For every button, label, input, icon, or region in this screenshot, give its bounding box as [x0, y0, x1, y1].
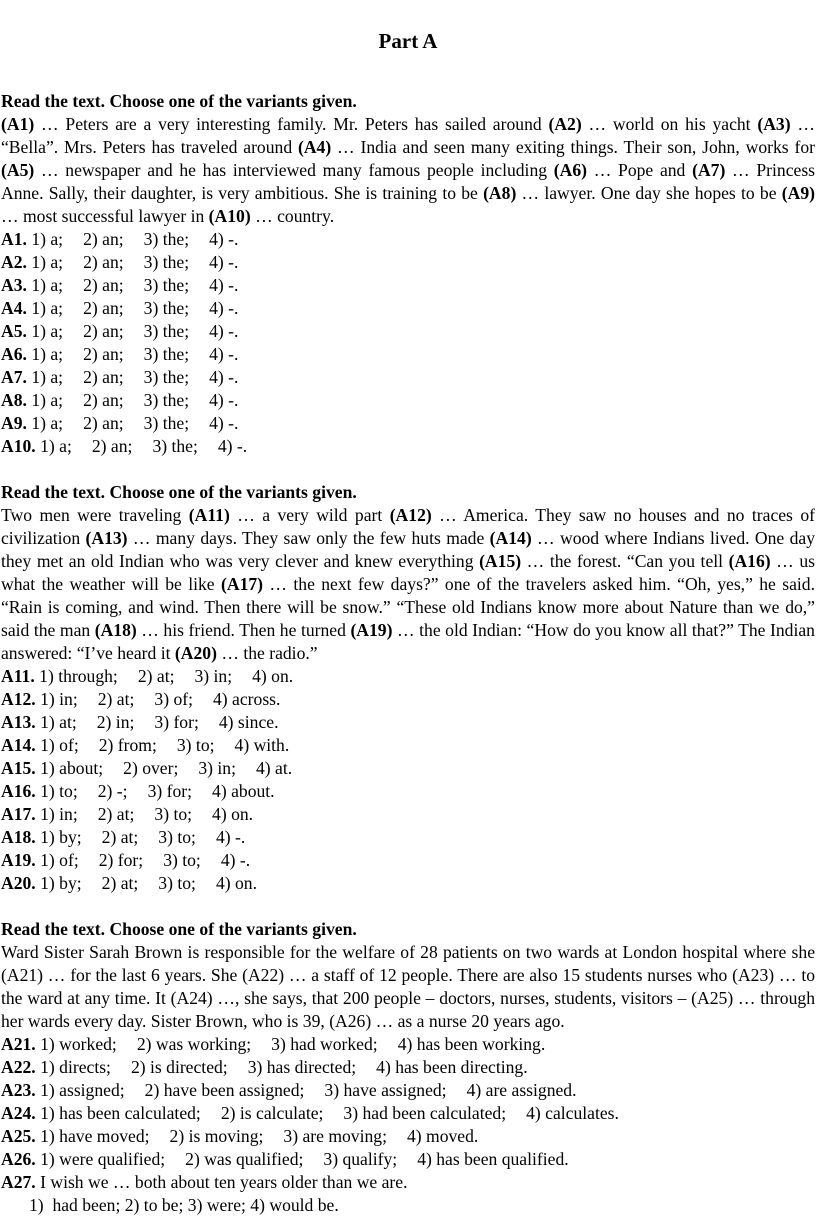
- question-line: [1, 251, 815, 274]
- answer-choice: 3) in;: [198, 758, 236, 778]
- answer-choice: 1) a;: [31, 390, 64, 410]
- gap-marker: (A7): [692, 160, 726, 180]
- text-fragment: … America. They saw no houses and no traces of civilization: [1, 505, 815, 548]
- answer-choice: 4) across.: [213, 689, 281, 709]
- question-line: [1, 734, 815, 757]
- answer-choice: 4) are assigned.: [466, 1080, 577, 1100]
- question-line: [1, 435, 815, 458]
- answer-choice: 4) at.: [256, 758, 293, 778]
- answer-choice: 2) at;: [101, 873, 139, 893]
- reading-text: [1, 504, 815, 665]
- gap-marker: (A18): [94, 620, 137, 640]
- question-line: [1, 343, 815, 366]
- question-number: A21.: [1, 1034, 36, 1054]
- question-number: A8.: [1, 390, 27, 410]
- answer-choice: 3) the;: [143, 344, 190, 364]
- answer-choice: 3) to;: [158, 827, 196, 847]
- answer-choice: 4) has been qualified.: [417, 1149, 569, 1169]
- answer-choice: 3) to;: [176, 735, 215, 755]
- answer-choice: 3) the;: [143, 298, 190, 318]
- answer-choice: 4) -.: [209, 390, 239, 410]
- answer-choice: 2) at;: [97, 804, 135, 824]
- question-line: [1, 711, 815, 734]
- question-number: A26.: [1, 1149, 36, 1169]
- answer-choice: 2) is calculate;: [220, 1103, 324, 1123]
- section-instruction: Read the text. Choose one of the variants given.: [1, 919, 357, 939]
- answer-choice: 1) a;: [31, 275, 64, 295]
- answer-choice: 4) -.: [217, 436, 248, 456]
- answer-choice: 1) worked;: [40, 1034, 117, 1054]
- answer-choice: 3) to;: [158, 873, 196, 893]
- answer-choice: 4) -.: [209, 275, 239, 295]
- question-line: [1, 1102, 815, 1125]
- question-number: A7.: [1, 367, 27, 387]
- question-number: A20.: [1, 873, 36, 893]
- gap-marker: (A16): [728, 551, 771, 571]
- question-line: [1, 1171, 815, 1194]
- answer-choice: 3) the;: [152, 436, 198, 456]
- reading-text: [1, 113, 815, 228]
- answer-choice: 2) was working;: [136, 1034, 252, 1054]
- answer-choice: 2) an;: [83, 413, 124, 433]
- section-instruction: Read the text. Choose one of the variants given.: [1, 91, 357, 111]
- text-fragment: … us what the weather will be like: [1, 551, 815, 594]
- answer-choice: 3) the;: [143, 229, 190, 249]
- answer-choice: 2) in;: [96, 712, 135, 732]
- gap-marker: (A14): [489, 528, 532, 548]
- answer-choice: 2) was qualified;: [185, 1149, 304, 1169]
- answer-choice: 4) -.: [220, 850, 251, 870]
- question-line: [1, 297, 815, 320]
- answer-choice: 4) since.: [218, 712, 279, 732]
- question-number: A6.: [1, 344, 27, 364]
- answer-choice: 2) at;: [97, 689, 135, 709]
- answer-choice: 1) a;: [31, 413, 64, 433]
- answer-choice: 1) by;: [40, 873, 82, 893]
- question-number: A2.: [1, 252, 27, 272]
- question-number: A16.: [1, 781, 36, 801]
- exercise-section: [1, 918, 815, 1217]
- section-instruction: Read the text. Choose one of the variants given.: [1, 482, 357, 502]
- answer-choice: 3) has directed;: [247, 1057, 357, 1077]
- answer-choice: 3) for;: [154, 712, 199, 732]
- answer-choice: 2) is moving;: [169, 1126, 264, 1146]
- answer-choice: 4) on.: [252, 666, 294, 686]
- answer-choice: 1) at;: [40, 712, 77, 732]
- question-number: A18.: [1, 827, 36, 847]
- answer-choice: 3) are moving;: [283, 1126, 387, 1146]
- answer-choice: 3) in;: [194, 666, 233, 686]
- gap-marker: (A2): [548, 114, 582, 134]
- question-number: A4.: [1, 298, 27, 318]
- answer-choice: 2) at;: [101, 827, 139, 847]
- answer-choice: 4) -.: [209, 344, 239, 364]
- answer-choice: 1) has been calculated;: [40, 1103, 201, 1123]
- answer-choice: 4) -.: [215, 827, 246, 847]
- answer-choice: 4) on.: [215, 873, 257, 893]
- answer-choice: 3) had been calculated;: [343, 1103, 507, 1123]
- question-number: A12.: [1, 689, 36, 709]
- question-number: A22.: [1, 1057, 36, 1077]
- answer-choice: 4) on.: [212, 804, 254, 824]
- answer-choice: 2) for;: [98, 850, 144, 870]
- answer-choice: 3) for;: [147, 781, 193, 801]
- answer-choice: 3) the;: [143, 367, 190, 387]
- question-number: A13.: [1, 712, 36, 732]
- answer-choice: 1) were qualified;: [40, 1149, 166, 1169]
- text-fragment: … his friend. Then he turned: [136, 620, 351, 640]
- question-line: [1, 665, 815, 688]
- answer-choice: 4) -.: [209, 298, 239, 318]
- answer-choices-line: 1) had been; 2) to be; 3) were; 4) would be.: [29, 1195, 339, 1215]
- question-number: A5.: [1, 321, 27, 341]
- question-line: [1, 274, 815, 297]
- answer-choice: 4) has been directing.: [376, 1057, 528, 1077]
- answer-choice: 1) a;: [31, 298, 64, 318]
- text-fragment: … wood where Indians lived. One day they met an old Indian who was very clever and knew everything: [1, 528, 815, 571]
- gap-marker: (A19): [350, 620, 393, 640]
- question-line: [1, 1056, 815, 1079]
- gap-marker: (A3): [757, 114, 791, 134]
- question-line: [1, 412, 815, 435]
- question-line: [1, 872, 815, 895]
- text-fragment: … Princess Anne. Sally, their daughter, is very ambitious. She is training to be: [1, 160, 816, 203]
- question-number: A15.: [1, 758, 36, 778]
- answer-choice: 2) an;: [83, 298, 124, 318]
- question-number: A27.: [1, 1172, 36, 1192]
- text-fragment: … world on his yacht: [581, 114, 758, 134]
- answer-choice: 2) an;: [83, 321, 124, 341]
- gap-marker: (A11): [188, 505, 230, 525]
- question-line: [1, 389, 815, 412]
- question-line: [1, 826, 815, 849]
- answer-choice: 4) -.: [209, 413, 239, 433]
- question-line: [1, 688, 815, 711]
- answer-choice: 1) of;: [40, 850, 79, 870]
- answer-choice: 1) a;: [31, 229, 64, 249]
- text-fragment: … many days. They saw only the few huts made: [127, 528, 490, 548]
- question-number: A3.: [1, 275, 27, 295]
- answer-choice: 3) have assigned;: [324, 1080, 447, 1100]
- question-line: [1, 1148, 815, 1171]
- question-number: A24.: [1, 1103, 36, 1123]
- answer-choice: 2) -;: [97, 781, 128, 801]
- answer-choice: 1) have moved;: [40, 1126, 150, 1146]
- answer-choice: 2) over;: [123, 758, 179, 778]
- gap-marker: (A9): [781, 183, 815, 203]
- exercise-section: [1, 90, 815, 458]
- question-number: A17.: [1, 804, 36, 824]
- text-fragment: … most successful lawyer in: [1, 206, 209, 226]
- question-line: [1, 1079, 815, 1102]
- answer-choice: 2) an;: [83, 229, 124, 249]
- answer-choice: 1) a;: [31, 367, 64, 387]
- answer-choice: 2) an;: [83, 367, 124, 387]
- text-fragment: … “Bella”. Mrs. Peters has traveled around: [1, 114, 815, 157]
- answer-choice: 3) the;: [143, 321, 190, 341]
- answer-choice: 4) has been working.: [397, 1034, 546, 1054]
- text-fragment: … the old Indian: “How do you know all that?” The Indian answered: “I’ve heard it: [1, 620, 815, 663]
- exercise-section: [1, 481, 815, 895]
- question-number: A11.: [1, 666, 35, 686]
- text-fragment: Ward Sister Sarah Brown is responsible for the welfare of 28 patients on two wards at London hospital where she (A21) … for the last 6 years. She (A22) … a staff of 12 people. There are also 15 students nurses who (A23) … to the ward at any time. It (A24) …, she says, that 200 people – doctors, nurses, students, visitors – (A25) … through her wards every day. Sister Brown, who is 39, (A26) … as a nurse 20 years ago.: [1, 942, 815, 1031]
- question-line: [1, 320, 815, 343]
- question-line: [1, 1033, 815, 1056]
- text-fragment: … Pope and: [587, 160, 693, 180]
- answer-choice: 3) the;: [143, 413, 190, 433]
- question-number: A19.: [1, 850, 36, 870]
- answer-choice: 1) a;: [40, 436, 72, 456]
- answer-choice: 1) of;: [40, 735, 79, 755]
- answer-choice: 2) is directed;: [130, 1057, 228, 1077]
- answer-choice: 4) -.: [209, 321, 239, 341]
- answer-choice: 2) an;: [83, 252, 124, 272]
- answer-choice: 3) the;: [143, 252, 190, 272]
- gap-marker: (A6): [553, 160, 587, 180]
- text-fragment: … lawyer. One day she hopes to be: [516, 183, 782, 203]
- question-number: A1.: [1, 229, 27, 249]
- answer-choice: 3) the;: [143, 390, 190, 410]
- answer-choice: 1) to;: [40, 781, 78, 801]
- answer-choice: 3) qualify;: [323, 1149, 398, 1169]
- question-line: [1, 803, 815, 826]
- text-fragment: … the next few days?” one of the travelers asked him. “Oh, yes,” he said. “Rain is coming, and wind. Then there will be snow.” “These old Indians know more about Nature than we do,” said the man: [1, 574, 815, 640]
- question-line: [1, 366, 815, 389]
- gap-marker: (A20): [174, 643, 217, 663]
- answer-choice: 1) through;: [39, 666, 118, 686]
- question-number: A9.: [1, 413, 27, 433]
- sections-container: [1, 90, 815, 1217]
- answer-choice: 4) about.: [212, 781, 275, 801]
- gap-marker: (A17): [221, 574, 264, 594]
- answer-choice: 1) in;: [40, 804, 78, 824]
- answer-choice: 1) assigned;: [40, 1080, 125, 1100]
- gap-marker: (A15): [479, 551, 522, 571]
- page-title: Part A: [378, 29, 438, 53]
- answer-choice: 2) an;: [83, 344, 124, 364]
- answer-choice: 2) an;: [91, 436, 133, 456]
- answer-choice: 4) with.: [234, 735, 290, 755]
- question-line: [1, 780, 815, 803]
- answer-choice: 4) moved.: [406, 1126, 479, 1146]
- gap-marker: (A1): [1, 114, 35, 134]
- text-fragment: … newspaper and he has interviewed many famous people including: [34, 160, 554, 180]
- gap-marker: (A8): [483, 183, 517, 203]
- text-fragment: … India and seen many exiting things. Their son, John, works for: [331, 137, 815, 157]
- answer-choice: 4) -.: [209, 252, 239, 272]
- answer-choice: 2) at;: [137, 666, 175, 686]
- gap-marker: (A10): [208, 206, 251, 226]
- answer-choice: 1) about;: [40, 758, 104, 778]
- answer-choice: 3) to;: [154, 804, 193, 824]
- question-line: [1, 228, 815, 251]
- answer-choice: 2) from;: [98, 735, 157, 755]
- question-number: A25.: [1, 1126, 36, 1146]
- gap-marker: (A12): [389, 505, 432, 525]
- answer-choice: 1) in;: [40, 689, 78, 709]
- text-fragment: … the forest. “Can you tell: [521, 551, 729, 571]
- question-line: [1, 757, 815, 780]
- answer-choice: 3) to;: [163, 850, 201, 870]
- answer-choice: 2) an;: [83, 390, 124, 410]
- answer-choice: 3) the;: [143, 275, 190, 295]
- question-line: [1, 1125, 815, 1148]
- question-stem: I wish we … both about ten years older than we are.: [35, 1172, 408, 1192]
- answer-choice: 2) an;: [83, 275, 124, 295]
- text-fragment: … a very wild part: [229, 505, 390, 525]
- answer-choice: 4) -.: [209, 367, 239, 387]
- question-number: A10.: [1, 436, 36, 456]
- answer-choice: 3) of;: [154, 689, 193, 709]
- answer-choice: 1) by;: [40, 827, 82, 847]
- question-line: [1, 849, 815, 872]
- answer-choice: 2) have been assigned;: [144, 1080, 305, 1100]
- answer-choice: 4) -.: [209, 229, 239, 249]
- answer-choice: 3) had worked;: [271, 1034, 378, 1054]
- question-number: A14.: [1, 735, 36, 755]
- answer-choice: 1) directs;: [40, 1057, 111, 1077]
- gap-marker: (A4): [297, 137, 332, 157]
- reading-text: [1, 941, 815, 1033]
- answer-choice: 4) calculates.: [526, 1103, 619, 1123]
- text-fragment: … Peters are a very interesting family. Mr. Peters has sailed around: [34, 114, 549, 134]
- answer-choice: 1) a;: [31, 344, 64, 364]
- answer-choice: 1) a;: [31, 321, 64, 341]
- gap-marker: (A5): [1, 160, 35, 180]
- question-number: A23.: [1, 1080, 36, 1100]
- text-fragment: … country.: [250, 206, 335, 226]
- text-fragment: … the radio.”: [216, 643, 318, 663]
- answer-choice: 1) a;: [31, 252, 64, 272]
- text-fragment: Two men were traveling: [1, 505, 189, 525]
- gap-marker: (A13): [85, 528, 128, 548]
